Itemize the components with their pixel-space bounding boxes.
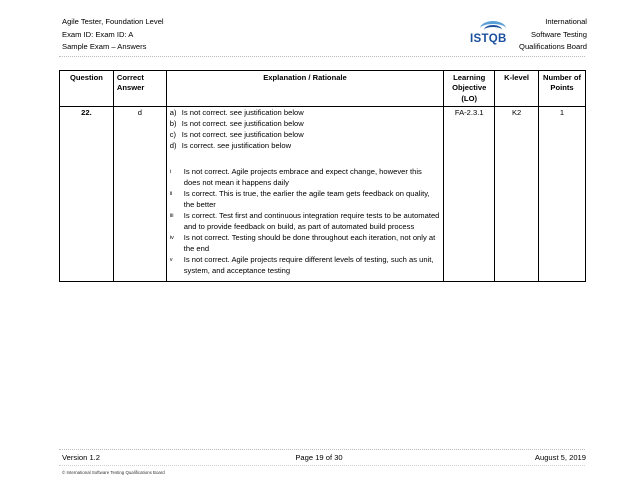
learning-objective: FA-2.3.1 (444, 107, 495, 282)
justification-text: Is correct. Test first and continuous integration require tests to be automated and to provide feedback on build, as part of automated build process (183, 211, 440, 231)
justification-label: ii (169, 191, 173, 198)
justification-label: v (169, 257, 173, 264)
header-org-line-2: Software Testing (531, 29, 587, 39)
justification-item (170, 255, 441, 276)
col-question: Question (60, 71, 114, 107)
option-item (170, 119, 441, 130)
justification-text: Is not correct. Agile projects embrace and expect change, however this does not mean it happens daily (183, 167, 422, 187)
logo-text: ISTQB (470, 33, 507, 45)
justification-text: Is not correct. Agile projects require different levels of testing, such as unit, system, and acceptance testing (183, 255, 434, 275)
justification-text: Is not correct. Testing should be done throughout each iteration, not only at the end (183, 233, 436, 253)
header-right (519, 16, 587, 54)
footer-page-number: Page 19 of 30 (295, 453, 343, 462)
justification-text: Is correct. This is true, the earlier the agile team gets feedback on quality, the better (183, 189, 430, 209)
question-number: 22. (60, 107, 114, 282)
option-item (170, 141, 441, 152)
istqb-logo (470, 21, 512, 47)
header-doc-type: Sample Exam – Answers (62, 42, 147, 51)
option-label: a) (169, 108, 177, 118)
option-label: c) (169, 129, 177, 139)
option-label: b) (169, 119, 177, 129)
justification-list (170, 167, 441, 276)
header-exam-id: Exam ID: Exam ID: A (62, 29, 134, 39)
footer-date: August 5, 2019 (534, 453, 586, 462)
col-points: Number of Points (539, 71, 586, 107)
col-k-level: K-level (495, 71, 539, 107)
footer-divider-lower (59, 465, 585, 466)
option-text: Is not correct. see justification below (181, 119, 304, 129)
answer-table (59, 70, 586, 282)
option-item (170, 108, 441, 119)
col-correct-answer: Correct Answer (113, 71, 166, 107)
correct-answer: d (113, 107, 166, 282)
justification-label: iv (169, 235, 174, 242)
option-item (170, 130, 441, 141)
footer-divider (59, 449, 585, 450)
table-row (60, 107, 586, 282)
option-text: Is not correct. see justification below (181, 108, 304, 118)
header-org-line-1: International (545, 17, 587, 26)
justification-item (170, 233, 441, 254)
table-header-row (60, 71, 586, 107)
option-list (170, 108, 441, 151)
explanation-cell (166, 107, 444, 282)
points: 1 (539, 107, 586, 282)
option-text: Is correct. see justification below (181, 140, 292, 150)
option-text: Is not correct. see justification below (181, 129, 304, 139)
k-level: K2 (495, 107, 539, 282)
footer-version: Version 1.2 (62, 453, 100, 462)
header-org-line-3: Qualifications Board (519, 42, 587, 51)
col-explanation: Explanation / Rationale (166, 71, 444, 107)
justification-item (170, 167, 441, 188)
header-course-title: Agile Tester, Foundation Level (62, 17, 164, 26)
col-learning-objective: Learning Objective (LO) (444, 71, 495, 107)
justification-label: i (169, 169, 171, 176)
justification-item (170, 211, 441, 232)
header-left (62, 16, 164, 54)
option-label: d) (169, 140, 177, 150)
justification-item (170, 189, 441, 210)
footer-copyright: © International Software Testing Qualifications Board (62, 470, 165, 475)
justification-label: iii (169, 213, 174, 220)
header-divider (59, 56, 585, 57)
